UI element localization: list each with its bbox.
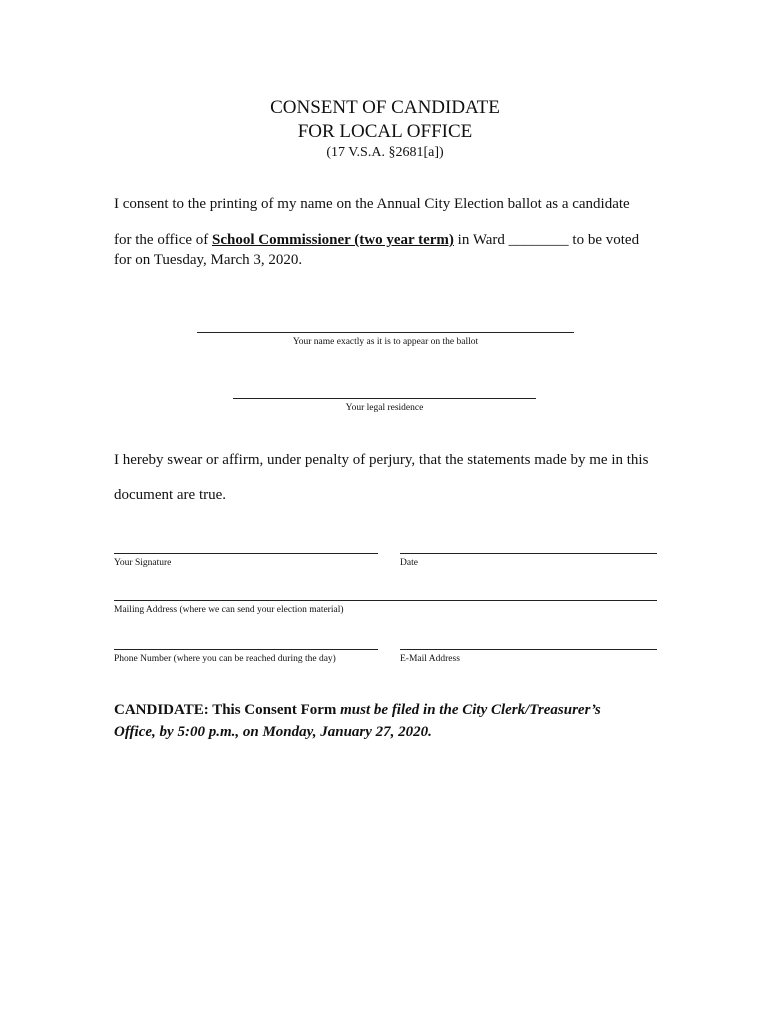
consent-line-2 [114,230,674,251]
signature-label: Your Signature [114,558,172,568]
mailing-address-line[interactable] [114,600,657,601]
ballot-name-line[interactable] [197,332,574,333]
phone-label: Phone Number (where you can be reached during the day) [114,654,336,664]
office-prefix: for the office of [114,232,213,248]
filing-notice-italic-2: Office, by 5:00 p.m., on Monday, January 27, 2020. [114,724,432,740]
mailing-address-label: Mailing Address (where we can send your election material) [114,605,344,615]
statute-citation: (17 V.S.A. §2681[a]) [326,145,444,160]
date-label: Date [400,558,418,568]
email-label: E-Mail Address [400,654,460,664]
filing-notice [114,699,674,743]
residence-label: Your legal residence [345,403,424,413]
filing-notice-italic-1: must be filed in the City Clerk/Treasurer’s [340,702,601,718]
signature-line[interactable] [114,553,378,554]
consent-line-1: I consent to the printing of my name on the Annual City Election ballot as a candidate [114,196,630,212]
ballot-name-label: Your name exactly as it is to appear on the ballot [292,337,479,347]
oath-line-2: document are true. [114,487,227,503]
office-name: School Commissioner (two year term) [212,232,454,248]
residence-line[interactable] [233,398,536,399]
phone-line[interactable] [114,649,378,650]
ward-text: in Ward ________ to be voted [453,232,640,248]
oath-line-1: I hereby swear or affirm, under penalty of perjury, that the statements made by me in this [114,452,649,468]
date-line[interactable] [400,553,657,554]
form-title-line1: CONSENT OF CANDIDATE [270,97,500,118]
form-title-line2: FOR LOCAL OFFICE [297,121,473,142]
email-line[interactable] [400,649,657,650]
filing-notice-lead: CANDIDATE: This Consent Form [114,702,341,718]
consent-line-3: for on Tuesday, March 3, 2020. [114,252,303,268]
